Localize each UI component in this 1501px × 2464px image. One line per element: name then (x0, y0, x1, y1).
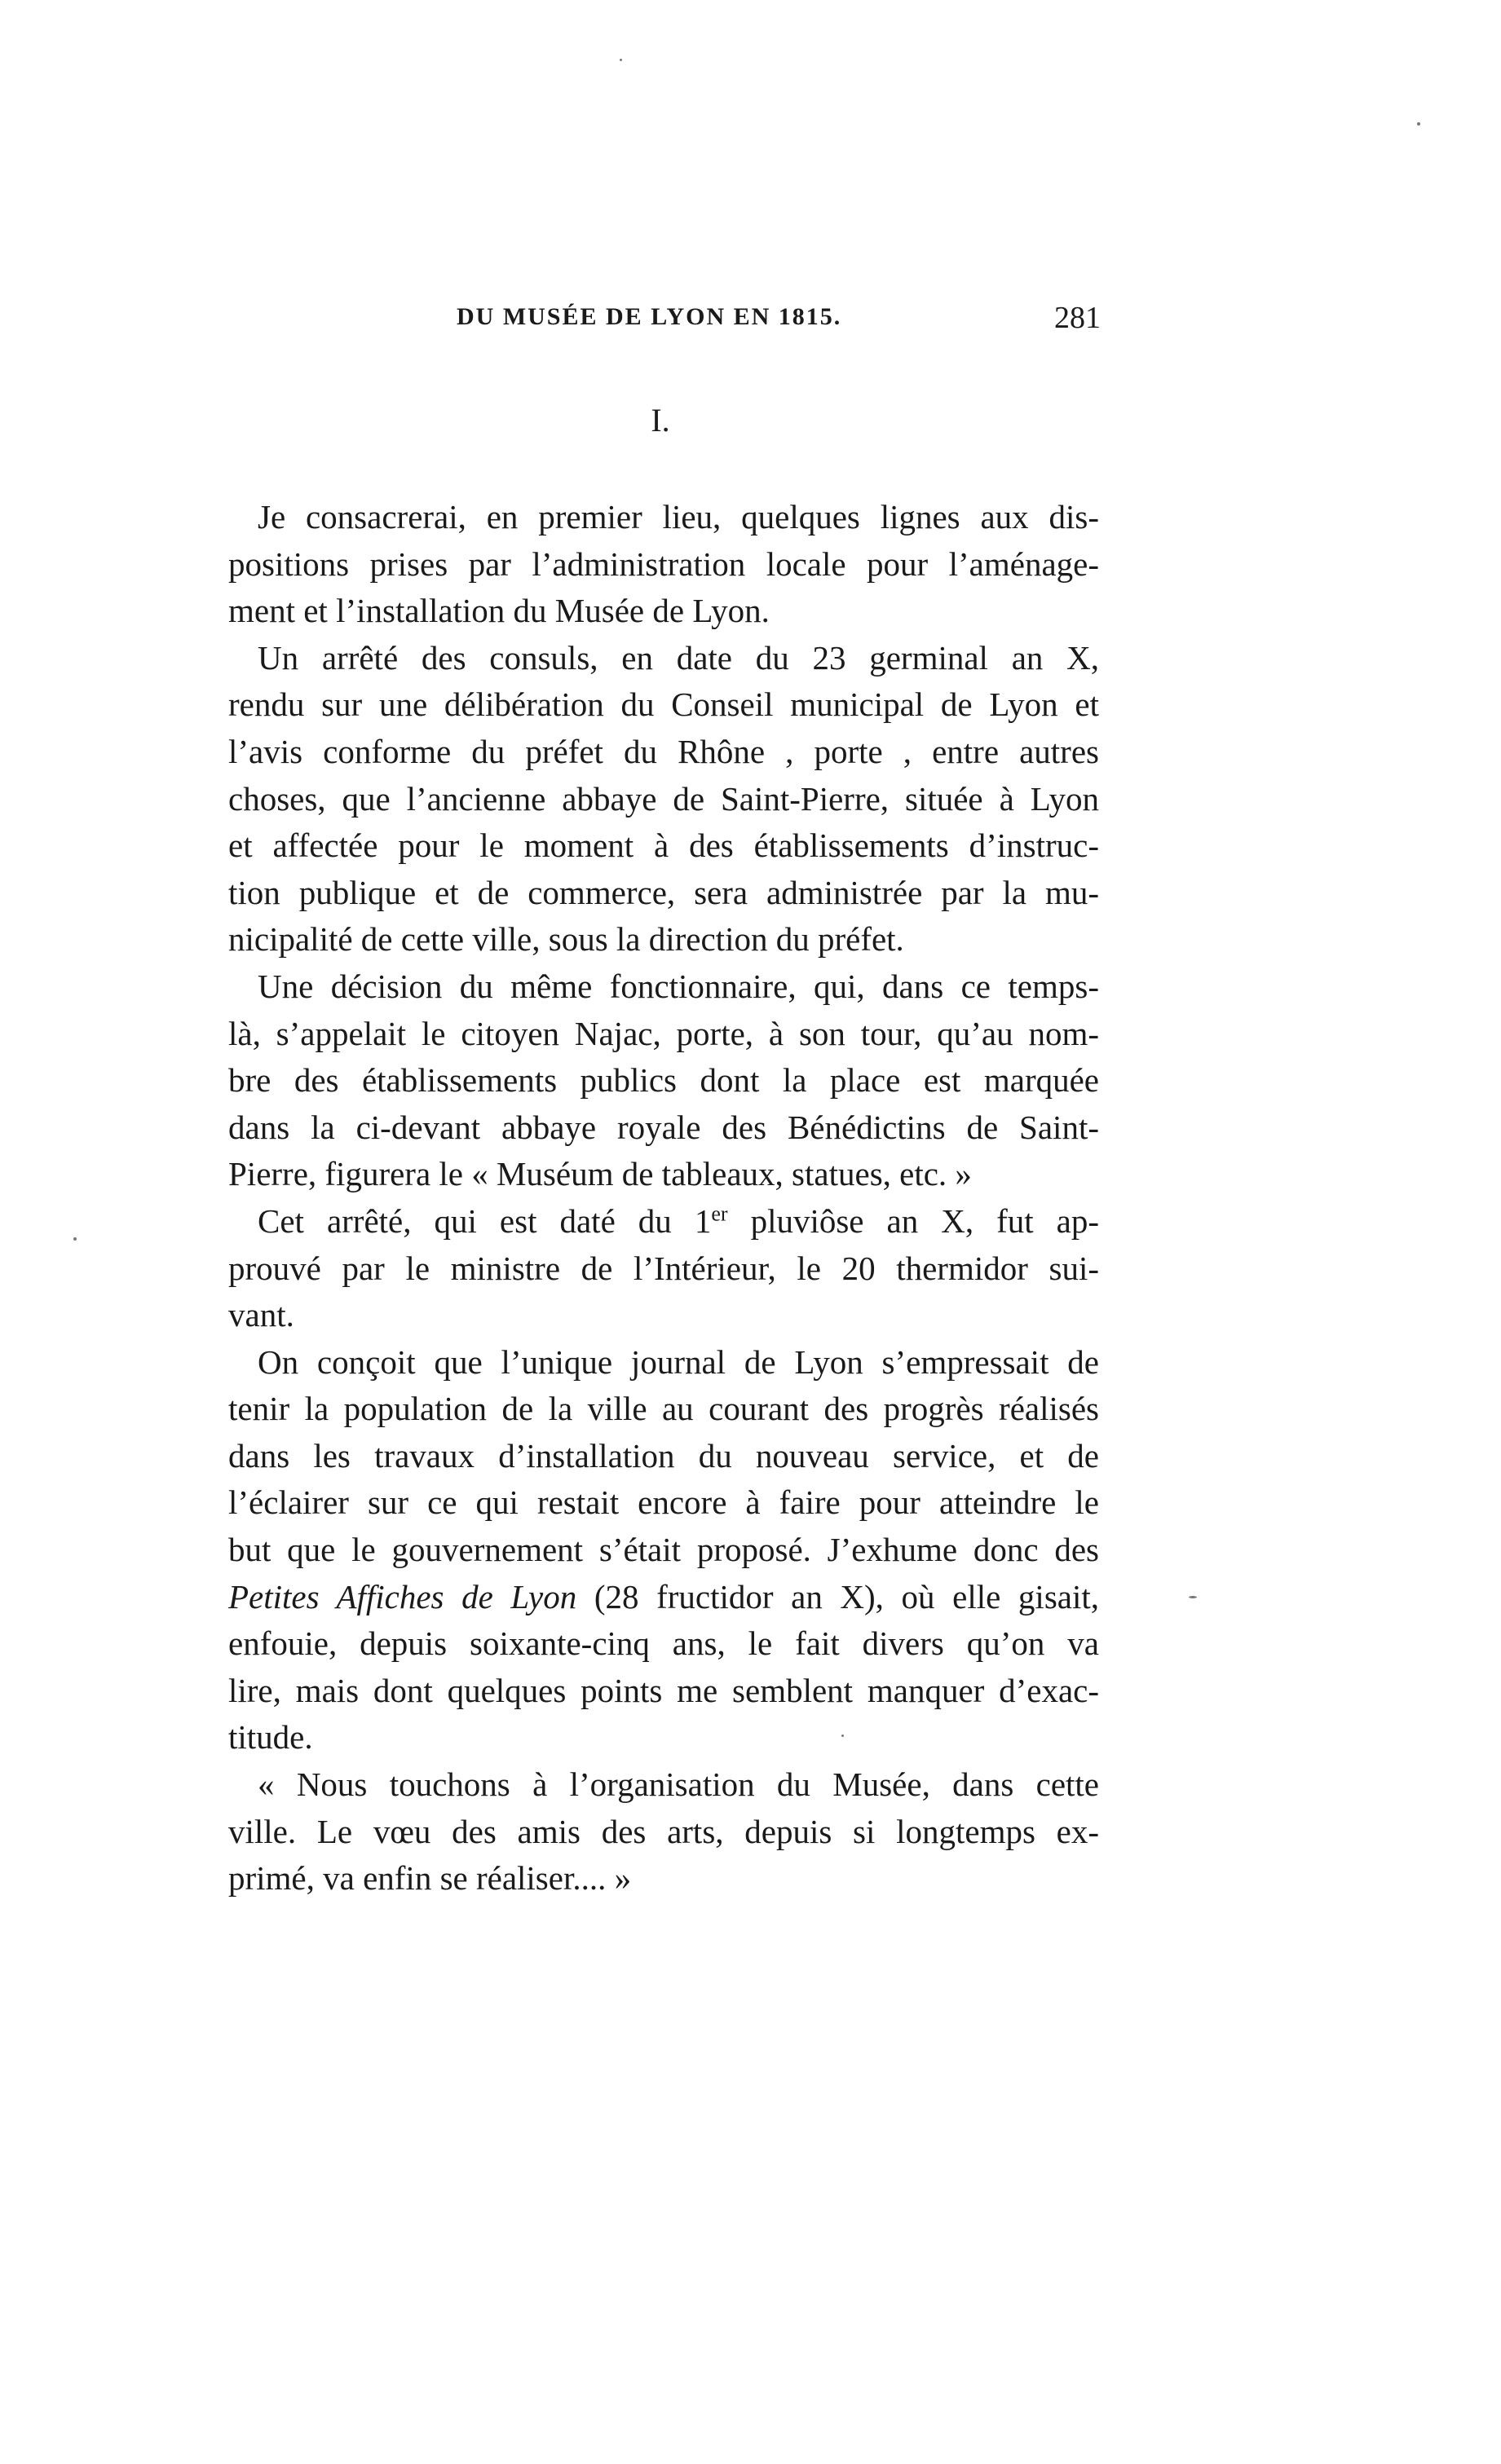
text-line: tenir la population de la ville au courant des progrès réalisés (228, 1390, 1099, 1428)
running-title: DU MUSÉE DE LYON EN 1815. (457, 303, 842, 330)
body-text (228, 494, 1099, 1902)
text-line: l’avis conforme du préfet du Rhône , porte , entre autres (228, 732, 1099, 770)
text-line: nicipalité de cette ville, sous la direction du préfet. (228, 920, 904, 959)
text-line: et affectée pour le moment à des établissements d’instruc- (228, 826, 1099, 865)
ordinal: 1 (694, 1201, 712, 1240)
newspaper-title: Petites Affiches de Lyon (228, 1577, 577, 1615)
text-line: choses, que l’ancienne abbaye de Saint-Pierre, située à Lyon (228, 779, 1099, 818)
scan-speck (73, 1237, 77, 1241)
scan-speck (1417, 122, 1420, 126)
text-line: vant. (228, 1296, 294, 1334)
paragraph-5 (228, 1339, 1099, 1761)
text-line: On conçoit que l’unique journal de Lyon s’empressait de (258, 1342, 1099, 1381)
text-line: enfouie, depuis soixante-cinq ans, le fait divers qu’on va (228, 1624, 1099, 1663)
text-line: tion publique et de commerce, sera administrée par la mu- (228, 873, 1099, 911)
text-line: Pierre, figurera le « Muséum de tableaux, statues, etc. » (228, 1155, 972, 1193)
scan-speck (841, 1734, 844, 1737)
text-line: l’éclairer sur ce qui restait encore à faire pour atteindre le (228, 1483, 1099, 1522)
text-line: rendu sur une délibération du Conseil municipal de Lyon et (228, 685, 1099, 724)
paragraph-6 (228, 1761, 1099, 1902)
text-line (228, 1574, 1099, 1621)
paragraph-3 (228, 963, 1099, 1198)
text-line: ment et l’installation du Musée de Lyon. (228, 592, 770, 630)
text-line (228, 1198, 1099, 1245)
section-number: I. (651, 402, 670, 439)
text-line: Une décision du même fonctionnaire, qui, dans ce temps- (258, 967, 1099, 1005)
text-line: Un arrêté des consuls, en date du 23 germinal an X, (258, 638, 1099, 677)
text-line: « Nous touchons à l’organisation du Musée, dans cette (258, 1765, 1099, 1804)
text-line: Je consacrerai, en premier lieu, quelques lignes aux dis- (258, 498, 1099, 536)
paragraph-1 (228, 494, 1099, 635)
text-line: bre des établissements publics dont la place est marquée (228, 1061, 1099, 1100)
text-line: ville. Le vœu des amis des arts, depuis si longtemps ex- (228, 1812, 1099, 1850)
paragraph-4 (228, 1198, 1099, 1339)
text-line: lire, mais dont quelques points me semblent manquer d’exac- (228, 1671, 1099, 1709)
text-line: primé, va enfin se réaliser.... » (228, 1859, 632, 1898)
text-line: positions prises par l’administration locale pour l’aménage- (228, 544, 1099, 583)
text-line: là, s’appelait le citoyen Najac, porte, à son tour, qu’au nom- (228, 1014, 1099, 1052)
text-fragment: pluviôse an X, fut ap- (750, 1201, 1100, 1240)
text-line: but que le gouvernement s’était proposé. J’exhume donc des (228, 1531, 1099, 1569)
paragraph-2 (228, 635, 1099, 963)
running-head (457, 303, 1101, 352)
text-line: dans la ci-devant abbaye royale des Bénédictins de Saint- (228, 1108, 1099, 1146)
text-line: dans les travaux d’installation du nouveau service, et de (228, 1436, 1099, 1474)
page-number: 281 (1054, 301, 1101, 335)
scan-speck (1189, 1596, 1197, 1598)
text-line: titude. (228, 1718, 313, 1757)
ordinal-superscript: er (711, 1201, 728, 1226)
scan-speck (620, 59, 622, 61)
text-fragment: (28 fructidor an X), où elle gisait, (594, 1577, 1100, 1615)
text-fragment: Cet arrêté, qui est daté du (258, 1201, 672, 1240)
text-line: prouvé par le ministre de l’Intérieur, le 20 thermidor sui- (228, 1249, 1099, 1287)
